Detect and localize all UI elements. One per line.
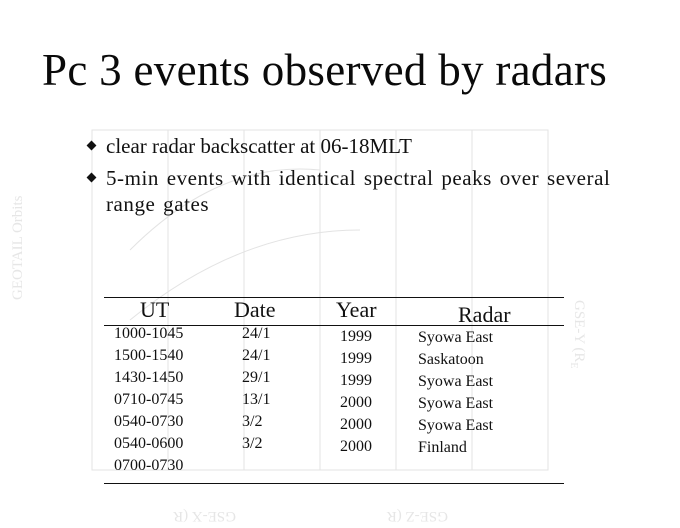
cell-year: 2000 [340, 416, 372, 433]
table-row [104, 367, 564, 389]
table-body [104, 323, 564, 477]
watermark-right-label-subscript: E [568, 362, 579, 369]
bullet-text: clear radar backscatter at 06-18MLT [106, 134, 412, 158]
cell-year: 1999 [340, 328, 372, 345]
table-row-continuation [104, 455, 564, 477]
table-row [104, 411, 564, 433]
watermark-left-label: GEOTAIL Orbits [10, 195, 26, 300]
cell-ut: 1500-1540 [114, 347, 184, 364]
header-radar: Radar [458, 302, 511, 327]
table-row [104, 345, 564, 367]
watermark-right-label: GSE-Y ($R_E$ [568, 300, 587, 369]
watermark-bottom-left-label: GSE-X (R [173, 508, 236, 524]
header-year: Year [336, 297, 377, 322]
table-row [104, 389, 564, 411]
cell-year: 1999 [340, 372, 372, 389]
cell-ut: 1430-1450 [114, 369, 184, 386]
cell-ut: 1000-1045 [114, 325, 184, 342]
cell-date: 3/2 [242, 413, 263, 430]
table-row [104, 433, 564, 455]
cell-radar: Saskatoon [418, 351, 484, 368]
cell-year: 2000 [340, 394, 372, 411]
bullet-list [86, 133, 666, 223]
cell-date: 13/1 [242, 391, 271, 408]
cell-year: 2000 [340, 438, 372, 455]
cell-radar: Syowa East [418, 395, 494, 412]
slide-title: Pc 3 events observed by radars [42, 45, 608, 95]
cell-radar: Syowa East [418, 329, 494, 346]
bullet-item [86, 133, 666, 159]
cell-date: 24/1 [242, 325, 271, 342]
table-row [104, 323, 564, 345]
cell-radar: Syowa East [418, 373, 494, 390]
cell-date: 24/1 [242, 347, 271, 364]
diamond-bullet-icon [87, 173, 97, 183]
cell-date: 29/1 [242, 369, 271, 386]
cell-year: 1999 [340, 350, 372, 367]
bullet-item [86, 165, 666, 217]
cell-ut: 0710-0745 [114, 391, 184, 408]
table-top-rule [104, 297, 564, 298]
header-ut: UT [140, 297, 170, 322]
cell-ut: 0540-0600 [114, 435, 184, 452]
cell-ut: 0540-0730 [114, 413, 184, 430]
cell-radar: Finland [418, 439, 467, 456]
diamond-bullet-icon [87, 141, 97, 151]
cell-radar: Syowa East [418, 417, 494, 434]
watermark-bottom-right-label: GSE-Z (R [386, 508, 448, 524]
cell-date: 3/2 [242, 435, 263, 452]
cell-ut: 0700-0730 [114, 457, 184, 474]
header-date: Date [234, 297, 276, 322]
bullet-text: 5-min events with identical spectral peaks over several range gates [106, 166, 611, 216]
table-bottom-rule [104, 483, 564, 484]
